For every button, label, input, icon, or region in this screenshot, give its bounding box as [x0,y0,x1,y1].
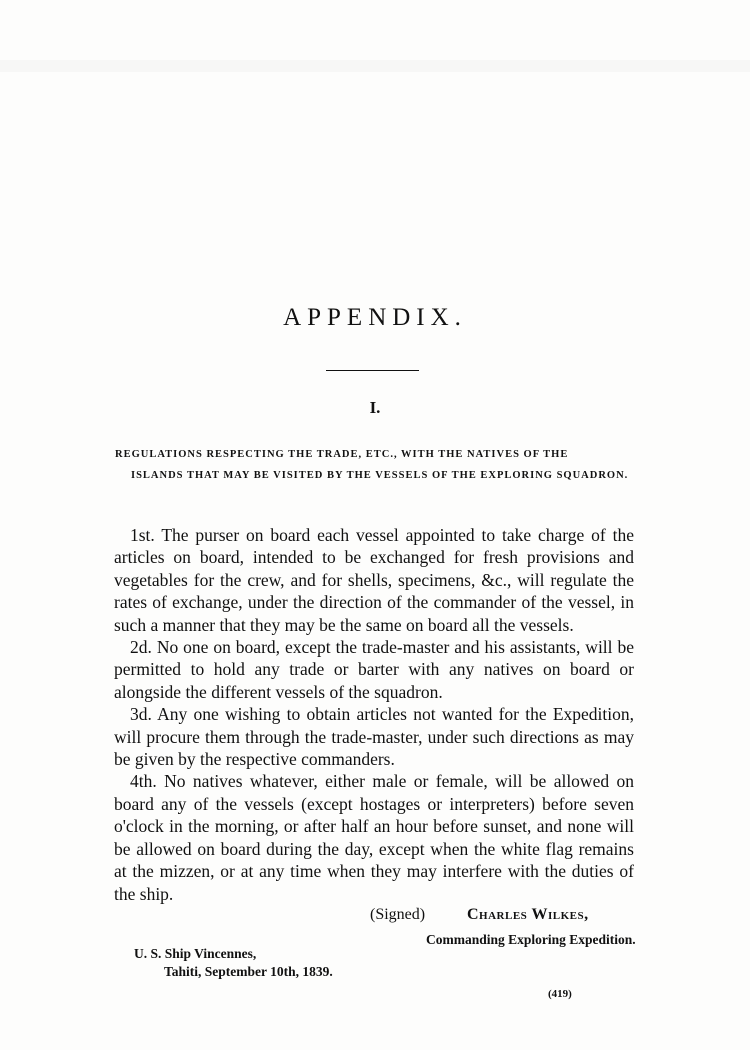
signatory-name: Charles Wilkes, [467,906,589,923]
regulation-paragraph: 3d. Any one wishing to obtain articles not wanted for the Expedition, will procure them through the trade-master, under such directions as may be given by the respective commanders. [114,704,634,770]
title-rule [326,370,419,371]
signatory-role: Commanding Exploring Expedition. [426,932,636,947]
appendix-title: APPENDIX. [283,304,467,331]
dateline-place: U. S. Ship Vincennes, [134,946,257,961]
regulation-paragraph: 2d. No one on board, except the trade-master and his assistants, will be permitted to hold any trade or barter with any natives on board or alongside the different vessels of the squadron. [114,637,634,702]
section-heading [115,444,635,486]
page-number: (419) [548,988,572,1000]
regulation-paragraph: 1st. The purser on board each vessel appointed to take charge of the articles on board, intended to be exchanged for fresh provisions and vegetables for the crew, and for shells, specimens, &c., will regulate the rates of exchange, under the direction of the commander of the vessel, in such a manner that they may be the same on board all the vessels. [114,525,634,635]
dateline-date: Tahiti, September 10th, 1839. [164,964,333,979]
regulation-paragraph: 4th. No natives whatever, either male or female, will be allowed on board any of the vessels (except hostages or interpreters) before seven o'clock in the morning, or after half an hour before sunset, and none will be allowed on board during the day, except when the white flag remains at the mizzen, or at any time when they may interfere with the duties of the ship. [114,771,634,904]
section-heading-line2: ISLANDS THAT MAY BE VISITED BY THE VESSELS OF THE EXPLORING SQUADRON. [131,470,629,481]
regulations-body [114,524,634,905]
show-through-text [0,60,750,72]
section-heading-line1: REGULATIONS RESPECTING THE TRADE, ETC., WITH THE NATIVES OF THE [115,449,569,460]
signed-label: (Signed) [370,906,426,923]
signature-line [370,906,589,924]
section-numeral: I. [369,398,381,417]
